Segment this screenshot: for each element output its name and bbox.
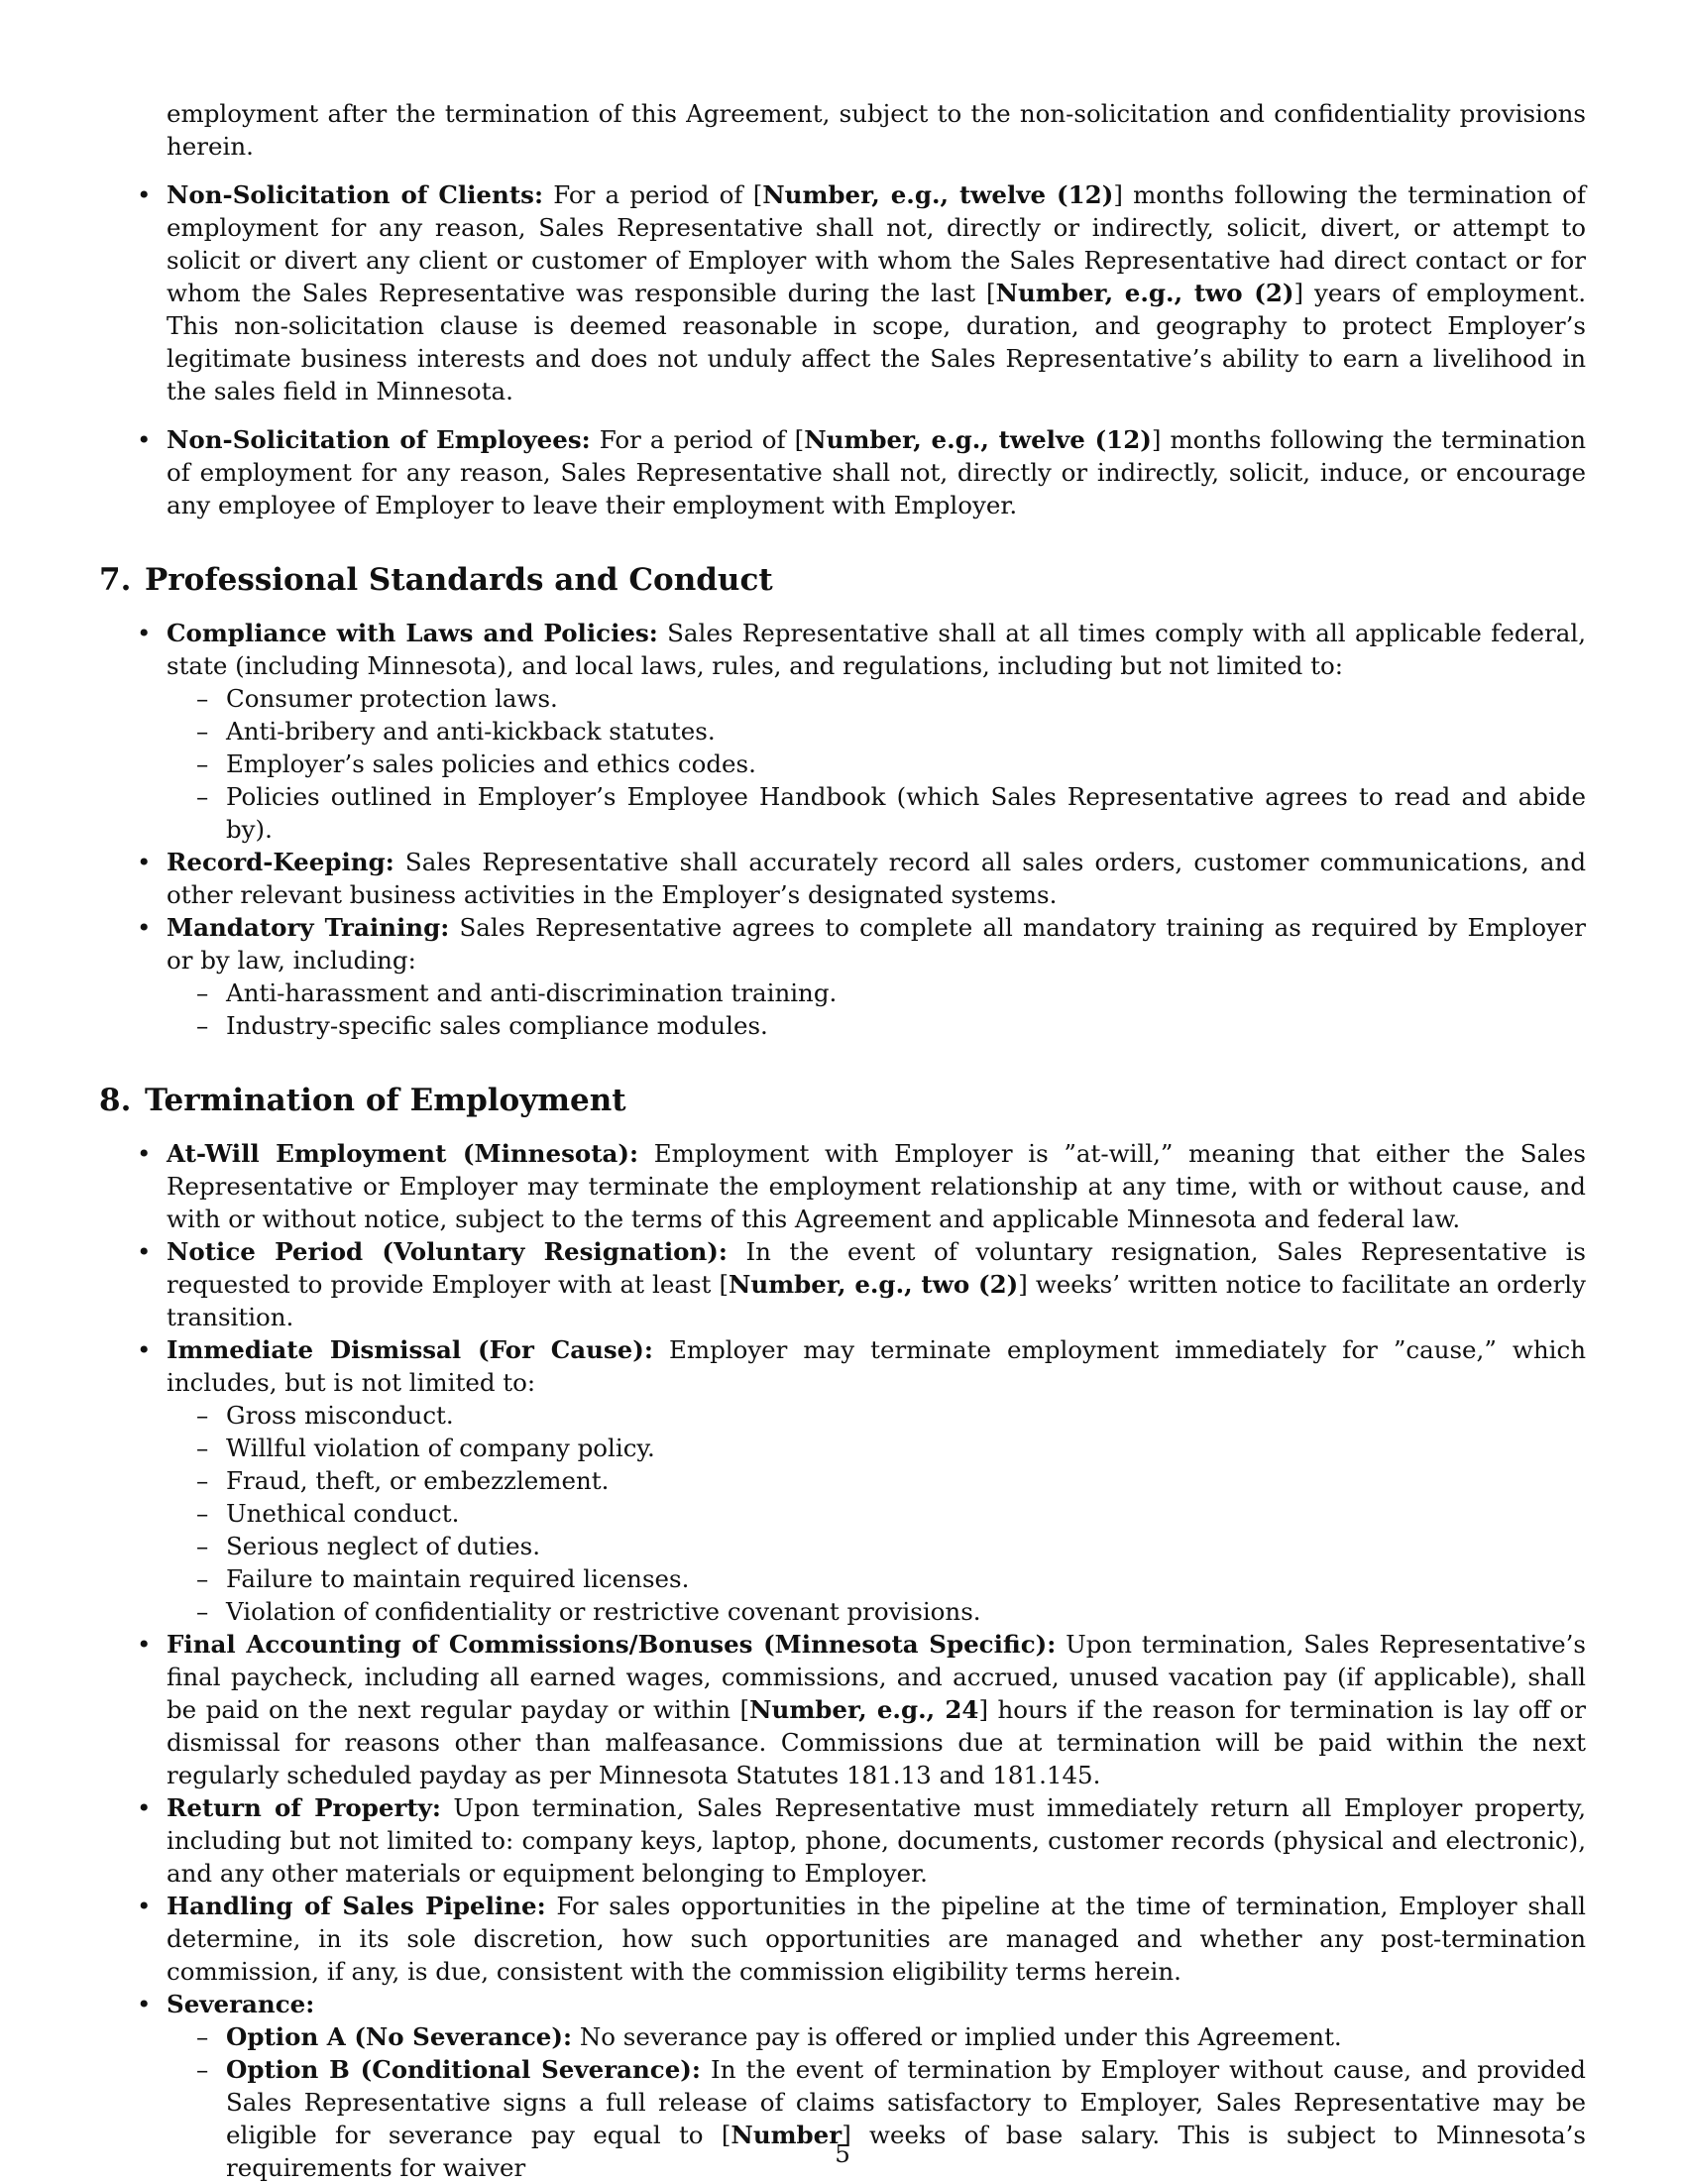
list-item-mandatory-training: • Mandatory Training: Sales Representative agrees to complete all mandatory training as required by Employer or by law, including: – Anti-harassment and anti-discrimination training. – Industry-specific sales compliance modules. [99, 911, 1586, 1042]
sublist-item: – Anti-harassment and anti-discrimination training. [167, 977, 1586, 1009]
severance-option-a: – Option A (No Severance): No severance pay is offered or implied under this Agreement. [167, 2020, 1586, 2053]
list-item-compliance: • Compliance with Laws and Policies: Sales Representative shall at all times comply with all applicable federal, state (including Minnesota), and local laws, rules, and regulations, including but not limited to: – Consumer protection laws. – Anti-bribery and anti-kickback statutes. – Employer’s sales policies and ethics codes. – Policies outlined in Employer’s Employee Handbook (which Sales Representative agrees to read and abide by). [99, 617, 1586, 846]
sublist-item: – Unethical conduct. [167, 1497, 1586, 1530]
severance-option-b: – Option B (Conditional Severance): In the event of termination by Employer without cause, and provided Sales Representative signs a full release of claims satisfactory to Employer, Sales Representative may be eligible for severance pay equal to [Number] weeks of base salary. This is subject to Minnesota’s requirements for waiver [167, 2053, 1586, 2184]
list-item-return-property: • Return of Property: Upon termination, Sales Representative must immediately return all Employer property, including but not limited to: company keys, laptop, phone, documents, customer records (physical and electronic), and any other materials or equipment belonging to Employer. [99, 1791, 1586, 1890]
sublist-item: – Industry-specific sales compliance modules. [167, 1009, 1586, 1042]
restrictive-covenants-list [99, 178, 1586, 521]
sublist-item: – Failure to maintain required licenses. [167, 1562, 1586, 1595]
section-heading-7: 7. Professional Standards and Conduct [99, 562, 773, 598]
sublist-item: – Gross misconduct. [167, 1399, 1586, 1432]
list-item-non-solicitation-employees: • Non-Solicitation of Employees: For a period of [Number, e.g., twelve (12)] months following the termination of employment for any reason, Sales Representative shall not, directly or indirectly, solicit, induce, or encourage any employee of Employer to leave their employment with Employer. [99, 423, 1586, 521]
sublist-item: – Consumer protection laws. [167, 682, 1586, 715]
continued-paragraph: employment after the termination of this Agreement, subject to the non-solicitation and confidentiality provisions herein. [167, 99, 1586, 161]
list-item-notice-period: • Notice Period (Voluntary Resignation): In the event of voluntary resignation, Sales Representative is requested to provide Employer with at least [Number, e.g., two (2)] weeks’ written notice to facilitate an orderly transition. [99, 1235, 1586, 1333]
list-item-immediate-dismissal: • Immediate Dismissal (For Cause): Employer may terminate employment immediately for ”cause,” which includes, but is not limited to: – Gross misconduct. – Willful violation of company policy. – Fraud, theft, or embezzlement. – Unethical conduct. – Serious neglect of duties. – Failure to maintain required licenses. – Violation of confidentiality or restrictive covenant provisions. [99, 1333, 1586, 1628]
sublist-item: – Anti-bribery and anti-kickback statutes. [167, 715, 1586, 747]
list-item-final-accounting: • Final Accounting of Commissions/Bonuses (Minnesota Specific): Upon termination, Sales Representative’s final paycheck, including all earned wages, commissions, and accrued, unused vacation pay (if applicable), shall be paid on the next regular payday or within [Number, e.g., 24] hours if the reason for termination is lay off or dismissal for reasons other than malfeasance. Commissions due at termination will be paid within the next regularly scheduled payday as per Minnesota Statutes 181.13 and 181.145. [99, 1628, 1586, 1791]
dismissal-sublist [167, 1399, 1586, 1628]
sublist-item: – Violation of confidentiality or restrictive covenant provisions. [167, 1595, 1586, 1628]
list-item-non-solicitation-clients: • Non-Solicitation of Clients: For a period of [Number, e.g., twelve (12)] months following the termination of employment for any reason, Sales Representative shall not, directly or indirectly, solicit, divert, or attempt to solicit or divert any client or customer of Employer with whom the Sales Representative had direct contact or for whom the Sales Representative was responsible during the last [Number, e.g., two (2)] years of employment. This non-solicitation clause is deemed reasonable in scope, duration, and geography to protect Employer’s legitimate business interests and does not unduly affect the Sales Representative’s ability to earn a livelihood in the sales field in Minnesota. [99, 178, 1586, 407]
sublist-item: – Employer’s sales policies and ethics codes. [167, 747, 1586, 780]
page-content [99, 97, 1586, 2184]
sublist-item: – Willful violation of company policy. [167, 1432, 1586, 1464]
list-item-sales-pipeline: • Handling of Sales Pipeline: For sales opportunities in the pipeline at the time of termination, Employer shall determine, in its sole discretion, how such opportunities are managed and whether any post-termination commission, if any, is due, consistent with the commission eligibility terms herein. [99, 1890, 1586, 1988]
list-item-severance: • Severance: – Option A (No Severance): No severance pay is offered or implied under this Agreement. – Option B (Conditional Severance): In the event of termination by Employer without cause, and provided Sales Representative signs a full release of claims satisfactory to Employer, Sales Representative may be eligible for severance pay equal to [Number] weeks of base salary. This is subject to Minnesota’s requirements for waiver [99, 1988, 1586, 2184]
section-7-list [99, 617, 1586, 1042]
compliance-sublist [167, 682, 1586, 846]
section-heading-8: 8. Termination of Employment [99, 1083, 626, 1118]
sublist-item: – Policies outlined in Employer’s Employee Handbook (which Sales Representative agrees to read and abide by). [167, 780, 1586, 846]
section-8-list [99, 1137, 1586, 2184]
page-number: 5 [835, 2139, 850, 2168]
list-item-record-keeping: • Record-Keeping: Sales Representative shall accurately record all sales orders, customer communications, and other relevant business activities in the Employer’s designated systems. [99, 846, 1586, 911]
training-sublist [167, 977, 1586, 1042]
sublist-item: – Serious neglect of duties. [167, 1530, 1586, 1562]
list-item-at-will: • At-Will Employment (Minnesota): Employment with Employer is ”at-will,” meaning that either the Sales Representative or Employer may terminate the employment relationship at any time, with or without cause, and with or without notice, subject to the terms of this Agreement and applicable Minnesota and federal law. [99, 1137, 1586, 1235]
sublist-item: – Fraud, theft, or embezzlement. [167, 1464, 1586, 1497]
